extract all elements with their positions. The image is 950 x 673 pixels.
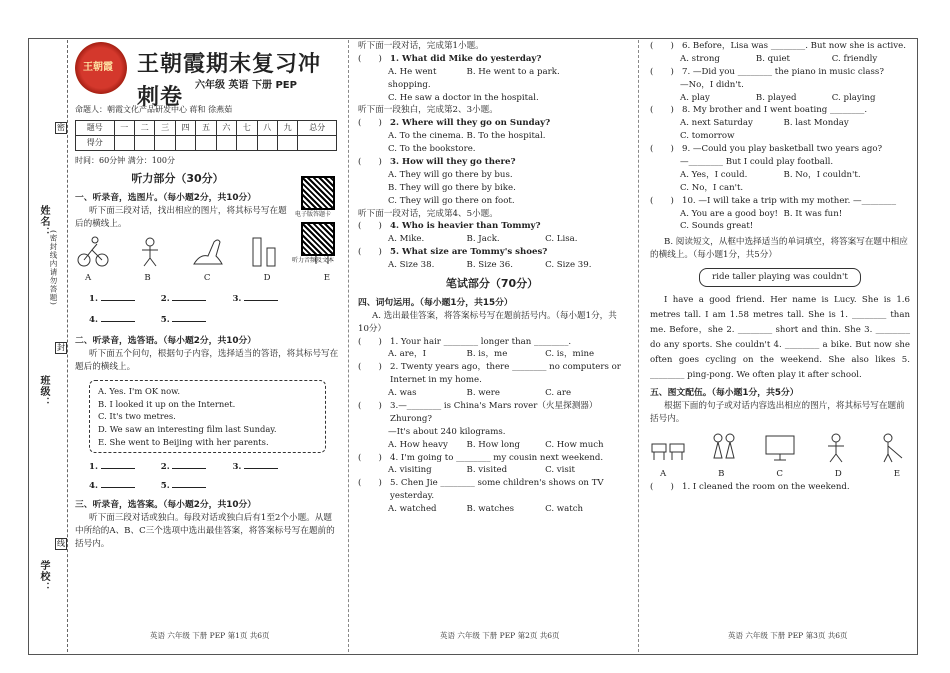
answer-blank[interactable] xyxy=(101,312,135,322)
question-item: ( ) 8. My brother and I went boating ________. xyxy=(650,105,868,116)
seal-mark: 线 xyxy=(57,539,65,548)
score-header-cell: 三 xyxy=(155,121,175,136)
qr-caption: 电子版答题卡 xyxy=(295,211,332,218)
editor-line: 命题人：朝霞文化产品研发中心 蒋和 徐燕茹 xyxy=(75,105,233,114)
dinosaur-picture xyxy=(190,234,226,268)
score-cell[interactable] xyxy=(114,136,134,151)
section-2-instructions: 听下面五个问句，根据句子内容，选择适当的答语，将其标号写在题后的横线上。 xyxy=(75,349,339,373)
boy-picture xyxy=(818,430,854,464)
question-options: C. They will go there on foot. xyxy=(388,195,515,206)
question-options: A. visiting B. visited C. visit xyxy=(388,465,576,476)
answer-blank[interactable] xyxy=(101,459,135,469)
answer-blank[interactable] xyxy=(101,291,135,301)
question-options: A. Mike. B. Jack. C. Lisa. xyxy=(388,234,578,245)
score-header-cell: 五 xyxy=(196,121,216,136)
question-item: ( ) 7. —Did you ________ the piano in music class? xyxy=(650,66,884,77)
school-label: 学校： xyxy=(38,560,49,593)
score-header-cell: 总分 xyxy=(298,121,337,136)
score-cell[interactable] xyxy=(257,136,277,151)
section-5-title: 五、图文配伍。（每小题1分，共5分） xyxy=(650,388,799,399)
question-options: C. tomorrow xyxy=(680,131,735,142)
question-item: ( ) 1. What did Mike do yesterday? xyxy=(358,53,542,64)
grade-subject: 六年级 英语 下册 PEP xyxy=(195,80,297,91)
question-item: ( ) 5. Chen Jie ________ some children's shows on TV yesterday. xyxy=(358,478,604,502)
part-b-instructions: B. 阅读短文，从框中选择适当的单词填空，将答案写在题中相应的横线上。（每小题1分，共5分） xyxy=(650,237,908,261)
qr-code[interactable] xyxy=(301,222,335,256)
question-options: A. are，I B. is，me C. is，mine xyxy=(388,349,595,360)
answer-line: —________ But I could play football. xyxy=(680,157,834,168)
section-5-instructions: 根据下面的句子或对话内容选出相应的图片，将其标号写在题前括号内。 xyxy=(650,401,905,425)
score-cell[interactable] xyxy=(216,136,236,151)
answer-options-box xyxy=(89,380,326,453)
question-item: ( ) 5. What size are Tommy's shoes? xyxy=(358,247,548,258)
score-cell[interactable] xyxy=(196,136,216,151)
section-3-instructions: 听下面三段对话或独白。每段对话或独白后有1至2个小题。从题中所给的A、B、C三个选项中选出最佳答案，将答案标号写在题前的括号内。 xyxy=(75,513,335,549)
class-label: 班级： xyxy=(38,375,49,408)
question-options: A. next Saturday B. last Monday xyxy=(680,118,849,129)
answer-blank[interactable] xyxy=(172,478,206,488)
page-footer: 英语 六年级 下册 PEP 第2页 共6页 xyxy=(440,631,560,640)
question-item: ( ) 4. Who is heavier than Tommy? xyxy=(358,221,541,232)
question-item: ( ) 9. —Could you play basketball two years ago? xyxy=(650,144,883,155)
column-divider xyxy=(348,40,349,652)
answer-blank[interactable] xyxy=(244,459,278,469)
question-options: A. Yes，I could. B. No，I couldn't. xyxy=(680,169,861,180)
page-footer: 英语 六年级 下册 PEP 第1页 共6页 xyxy=(150,631,270,640)
picture-row xyxy=(650,430,910,464)
dialogue-intro: 听下面一段对话，完成第1小题。 xyxy=(358,41,484,51)
girls-picture xyxy=(706,430,742,464)
option-item: D. We saw an interesting film last Sunday. xyxy=(98,423,277,434)
question-item: ( ) 4. I'm going to ________ my cousin next weekend. xyxy=(358,452,604,463)
page-footer: 英语 六年级 下册 PEP 第3页 共6页 xyxy=(728,631,848,640)
answer-blank[interactable] xyxy=(244,291,278,301)
question-options: A. How heavy B. How long C. How much xyxy=(388,439,604,450)
question-options: A. was B. were C. are xyxy=(388,388,572,399)
question-options: B. They will go there by bike. xyxy=(388,182,516,193)
section-4-instructions: A. 选出最佳答案，将答案标号写在题前括号内。（每小题1分，共10分） xyxy=(358,310,617,334)
score-row-label: 得分 xyxy=(76,136,115,151)
question-item: ( ) 2. Where will they go on Sunday? xyxy=(358,118,551,129)
answer-blanks: 4. 5. xyxy=(75,312,340,327)
question-options: A. play B. played C. playing xyxy=(680,92,876,103)
dialogue-intro: 听下面一段独白，完成第2、3小题。 xyxy=(358,105,498,116)
score-cell[interactable] xyxy=(237,136,257,151)
answer-blank[interactable] xyxy=(172,459,206,469)
cleaning-picture xyxy=(874,430,910,464)
section-1-instructions: 听下面三段对话，找出相应的图片，将其标号写在题后的横线上。 xyxy=(75,205,287,229)
score-cell[interactable] xyxy=(175,136,195,151)
score-table xyxy=(75,120,337,151)
score-header-cell: 七 xyxy=(237,121,257,136)
question-options: C. To the bookstore. xyxy=(388,144,476,155)
section-3-title: 三、听录音，选答案。（每小题2分，共10分） xyxy=(75,499,257,510)
dialogue-intro: 听下面一段对话，完成第4、5小题。 xyxy=(358,208,498,219)
section-1-title: 一、听录音，选图片。（每小题2分，共10分） xyxy=(75,192,257,203)
time-line: 时间：60分钟 满分：100分 xyxy=(75,156,175,165)
question-options: A. Size 38. B. Size 36. C. Size 39. xyxy=(388,260,592,271)
bike-picture xyxy=(75,234,111,268)
seal-mark: 封 xyxy=(57,343,65,352)
seal-mark: 密 xyxy=(57,123,65,132)
question-item: ( ) 3.—________ is China's Mars rover（火星探测器）Zhurong? xyxy=(358,400,598,424)
answer-blanks: 1. 2. 3. xyxy=(75,459,340,474)
listening-title: 听力部分（30分） xyxy=(131,172,224,185)
score-cell[interactable] xyxy=(155,136,175,151)
score-cell[interactable] xyxy=(135,136,155,151)
option-item: A. Yes. I'm OK now. xyxy=(98,386,181,397)
score-header-cell: 题号 xyxy=(76,121,115,136)
answer-line: —It's about 240 kilograms. xyxy=(388,426,506,437)
question-options: A. They will go there by bus. xyxy=(388,169,513,180)
section-2-title: 二、听录音，选答语。（每小题2分，共10分） xyxy=(75,336,257,347)
qr-caption: 听力音频及文本 xyxy=(292,257,335,264)
question-options: C. He saw a doctor in the hospital. xyxy=(388,92,539,103)
answer-blank[interactable] xyxy=(172,291,206,301)
score-header-cell: 二 xyxy=(135,121,155,136)
tall-short-picture xyxy=(247,234,283,268)
word-bank: ride taller playing was couldn't xyxy=(699,268,861,287)
reading-passage: I have a good friend. Her name is Lucy. She is 1.6 metres tall. I am 1.58 metres tall. She is 1. ________ than me. Before，she 2. ________ short and thin. She 3. ________ do any sports. She couldn't 4. ________ a bike. But now she often goes cycling on the weekend. She also likes 5. ________ ping-pong. We often play it after school. xyxy=(650,295,910,381)
qr-code[interactable] xyxy=(301,176,335,210)
option-item: C. It's two metres. xyxy=(98,411,176,422)
brand-logo: 王朝霞 xyxy=(75,42,127,94)
hiking-picture xyxy=(132,234,168,268)
score-header-cell: 六 xyxy=(216,121,236,136)
classroom-picture xyxy=(650,430,686,464)
question-options: A. To the cinema. B. To the hospital. xyxy=(388,131,546,142)
question-item: ( ) 2. Twenty years ago，there ________ no computers or Internet in my home. xyxy=(358,362,621,386)
name-label: 姓名： xyxy=(38,205,49,238)
option-item: E. She went to Beijing with her parents. xyxy=(98,436,269,447)
question-item: ( ) 1. I cleaned the room on the weekend. xyxy=(650,482,850,493)
column-page-3 xyxy=(650,40,910,494)
option-item: B. I looked it up on the Internet. xyxy=(98,398,236,409)
picture-letters: A B C D E xyxy=(85,273,330,284)
binding-note: (密封线内请勿答题) xyxy=(49,230,58,306)
exam-title: 王朝霞期末复习冲刺卷 xyxy=(137,52,322,110)
score-header-cell: 八 xyxy=(257,121,277,136)
section-4-title: 四、词句运用。（每小题1分，共15分） xyxy=(358,297,513,308)
column-divider xyxy=(638,40,639,652)
answer-blanks: 1. 2. 3. xyxy=(75,291,340,306)
tv-picture xyxy=(762,430,798,464)
written-title: 笔试部分（70分） xyxy=(445,277,539,291)
score-header-cell: 一 xyxy=(114,121,134,136)
question-options: A. You are a good boy! B. It was fun! xyxy=(680,208,843,219)
score-cell[interactable] xyxy=(277,136,297,151)
question-options: A. watched B. watches C. watch xyxy=(388,504,584,515)
picture-letters: A B C D E xyxy=(660,469,900,480)
question-options: C. No，I can't. xyxy=(680,182,744,193)
question-item: ( ) 1. Your hair ________ longer than ________. xyxy=(358,336,572,347)
question-item: ( ) 10. —I will take a trip with my mother. —________ xyxy=(650,195,897,206)
question-options: A. strong B. quiet C. friendly xyxy=(680,53,878,64)
question-item: ( ) 6. Before，Lisa was ________. But now she is active. xyxy=(650,41,906,51)
answer-line: —No，I didn't. xyxy=(680,79,744,90)
column-page-2 xyxy=(358,40,626,516)
question-item: ( ) 3. How will they go there? xyxy=(358,157,516,168)
score-header-cell: 九 xyxy=(277,121,297,136)
question-options: A. He went shopping. B. He went to a park. xyxy=(388,66,560,90)
score-header-cell: 四 xyxy=(175,121,195,136)
answer-blank[interactable] xyxy=(172,312,206,322)
answer-blanks: 4. 5. xyxy=(75,478,340,493)
column-page-1 xyxy=(75,40,340,551)
question-options: C. Sounds great! xyxy=(680,221,754,232)
answer-blank[interactable] xyxy=(101,478,135,488)
score-cell[interactable] xyxy=(298,136,337,151)
